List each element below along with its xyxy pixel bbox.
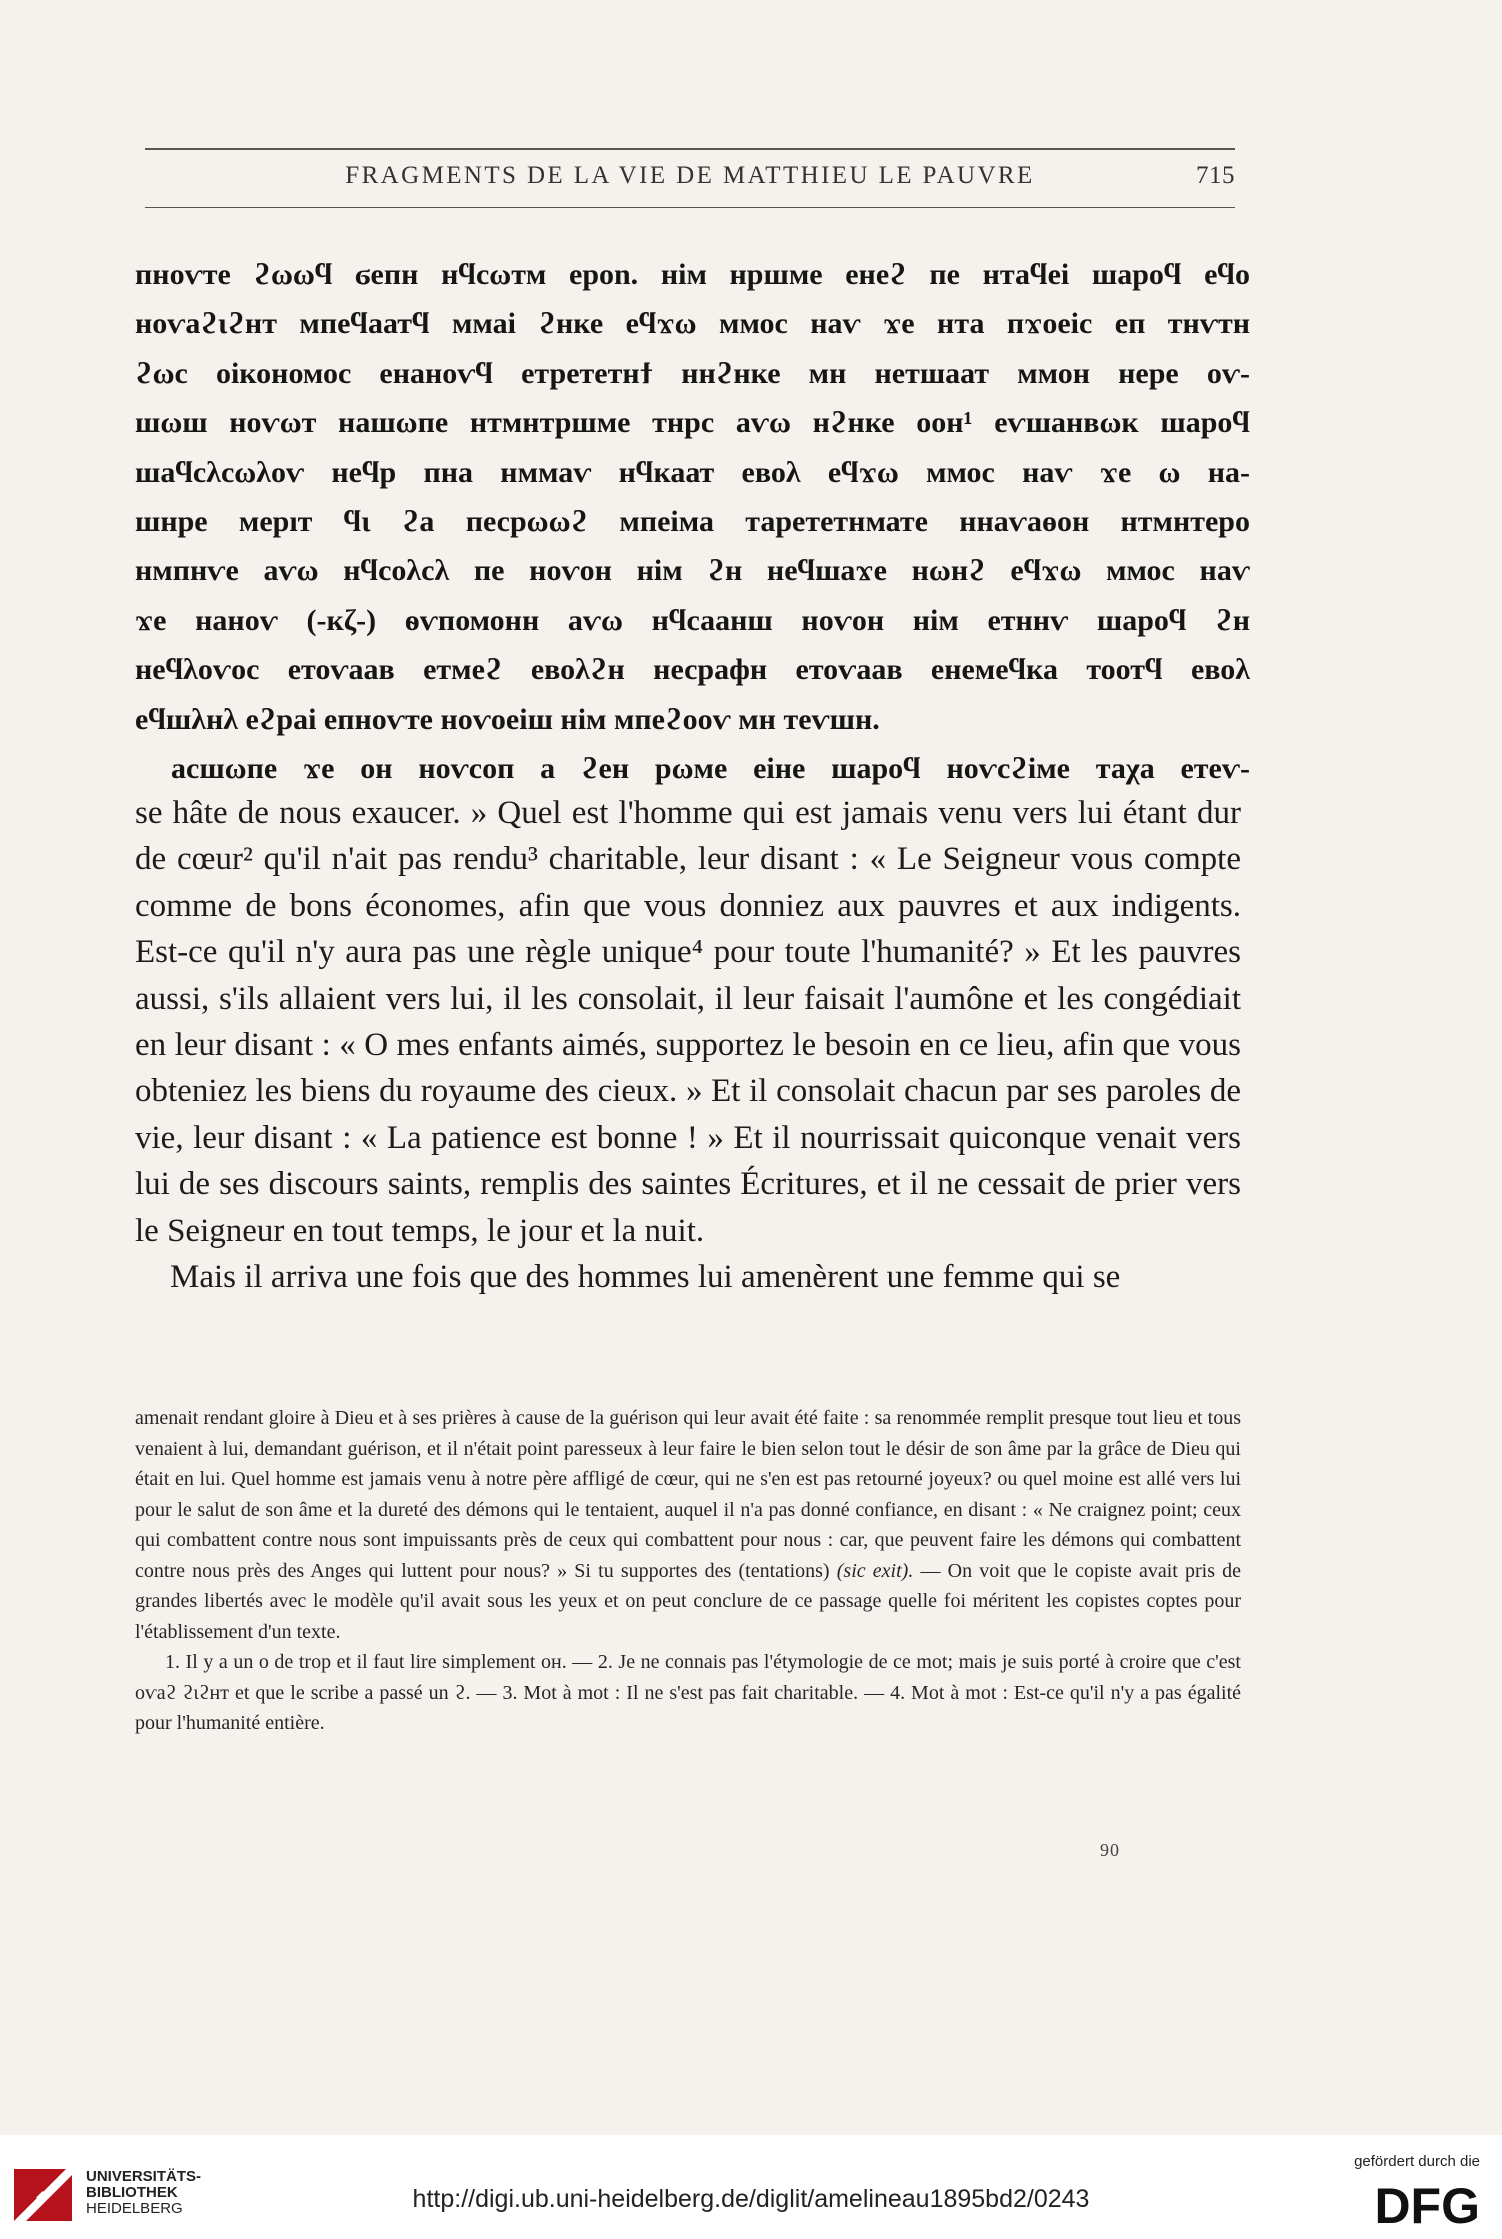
coptic-line: шωш ноѵωт нашωпе нтмнтршме тнрс аѵω нϩнке оон¹ еѵшанвωк шароϥ	[135, 406, 1250, 440]
library-line: UNIVERSITÄTS-	[86, 2168, 202, 2185]
header-rule-bottom	[145, 207, 1235, 208]
sponsor-label: gefördert durch die	[1354, 2153, 1480, 2170]
page-number: 715	[1196, 162, 1235, 189]
source-url-link[interactable]: http://digi.ub.uni-heidelberg.de/diglit/amelineau1895bd2/0243	[412, 2185, 1090, 2213]
footnotes	[135, 1403, 1241, 1739]
coptic-line: ϩωс оікономос енаноѵϥ етрететнϯ ннϩнке мн нетшаат ммон нере оѵ-	[135, 356, 1250, 390]
footnotes-numbered: 1. Il y a un о de trop et il faut lire simplement он. — 2. Je ne connais pas l'étymologie de ce mot; mais je suis porté à croire que c'est оѵаϩ ϩιϩнт et que le scribe a passé un ϩ. — 3. Mot à mot : Il ne s'est pas fait charitable. — 4. Mot à mot : Est-ce qu'il n'y a pas égalité pour l'humanité entière.	[135, 1651, 1241, 1734]
main-paragraph: Mais il arriva une fois que des hommes lui amenèrent une femme qui se	[170, 1259, 1121, 1296]
running-title: FRAGMENTS DE LA VIE DE MATTHIEU LE PAUVRE	[345, 162, 1035, 189]
coptic-text-block	[135, 250, 1250, 793]
footnote-text-end: — On voit que le copiste avait pris de grandes libertés avec le modèle qu'il avait sous les yeux et on peut conclure de ce passage quelle foi méritent les copistes coptes pour l'établissement d'un texte.	[135, 1559, 1242, 1643]
footnote-text: amenait rendant gloire à Dieu et à ses prières à cause de la guérison qui leur avait été faite : sa renommée remplit presque tout lieu et tous venaient à lui, demandant guérison, et il n'était point paresseux à leur faire le bien selon tout le désir de son âme par la grâce de Dieu qui était en lui. Quel homme est jamais venu à notre père affligé de cœur, qui ne s'en est pas retourné joyeux? ou quel moine est allé vers lui pour le salut de son âme et la dureté des démons qui le tentaient, auquel il n'a pas donné confiance, en disant : « Ne craignez point; ceux qui combattent contre nous sont impuissants près de ceux qui combattent pour nous : car, que peuvent faire les démons qui combattent contre nous près des Anges qui luttent pour nous? » Si tu supportes des (tentations)	[135, 1407, 1241, 1582]
coptic-line: ноѵаϩιϩнт мпеϥаатϥ ммаі ϩнке еϥϫω ммос наѵ ϫе нта пϫоеіс еп тнѵтн	[135, 307, 1250, 341]
library-line: HEIDELBERG	[86, 2200, 183, 2217]
library-line: BIBLIOTHEK	[86, 2184, 178, 2201]
footnote-sic: (sic exit).	[836, 1559, 914, 1582]
coptic-line: пноѵте ϩωωϥ ϭепн нϥсωтм ероn. нім нршме енеϩ пе нтаϥеі шароϥ еϥо	[135, 258, 1250, 291]
main-paragraph: se hâte de nous exaucer. » Quel est l'homme qui est jamais venu vers lui étant dur de cœur² qu'il n'ait pas rendu³ charitable, leur disant : « Le Seigneur vous compte comme de bons économes, afin que vous donniez aux pauvres et aux indigents. Est-ce qu'il n'y aura pas une règle unique⁴ pour toute l'humanité? » Et les pauvres aussi, s'ils allaient vers lui, il les consolait, il leur faisait l'aumône et les congédiait en leur disant : « O mes enfants aimés, supportez le besoin en ce lieu, afin que vous obteniez les biens du royaume des cieux. » Et il consolait chacun par ses paroles de vie, leur disant : « La patience est bonne ! » Et il nourrissait quiconque venait vers lui de ses discours saints, remplis des saintes Écritures, et il ne cessait de prier vers le Seigneur en tout temps, le jour et la nuit.	[135, 795, 1241, 1249]
signature-mark: 90	[1100, 1840, 1120, 1860]
dfg-logo-text: DFG	[1374, 2181, 1480, 2227]
coptic-line: еϥшλнλ еϩраі епноѵте ноѵоеіш нім мпеϩооѵ мн теѵшн.	[135, 702, 880, 736]
coptic-line: неϥλоѵос етоѵаав етмеϩ евоλϩн несрафн етоѵаав енемеϥка тоотϥ евоλ	[135, 653, 1250, 687]
coptic-line: асшωпе ϫе он ноѵсоп а ϩен рωме еіне шароϥ ноѵсϩіме таχа етеѵ-	[171, 752, 1250, 786]
coptic-line: шнре мерıт ϥι ϩа песрωωϩ мпеіма тарететнмате ннаѵаөон нтмнтеро	[135, 505, 1250, 539]
header-rule-top	[145, 148, 1235, 150]
running-head	[145, 162, 1235, 198]
coptic-line: нмпнѵе аѵω нϥсоλсλ пе ноѵон нім ϩн неϥшаϫе нωнϩ еϥϫω ммос наѵ	[135, 554, 1250, 588]
coptic-line: ϫе наноѵ (-кζ-) ѳѵпомонн аѵω нϥсаанш ноѵон нім етннѵ шароϥ ϩн	[135, 603, 1250, 637]
dfg-logo-icon	[1340, 2181, 1480, 2227]
coptic-line: шаϥсλсωλоѵ неϥр пна нммаѵ нϥкаат евоλ еϥϫω ммос наѵ ϫе ω на-	[135, 455, 1250, 489]
digitization-footer	[0, 2135, 1502, 2239]
french-translation	[135, 790, 1241, 1300]
footnote-continuation	[135, 1403, 1241, 1647]
